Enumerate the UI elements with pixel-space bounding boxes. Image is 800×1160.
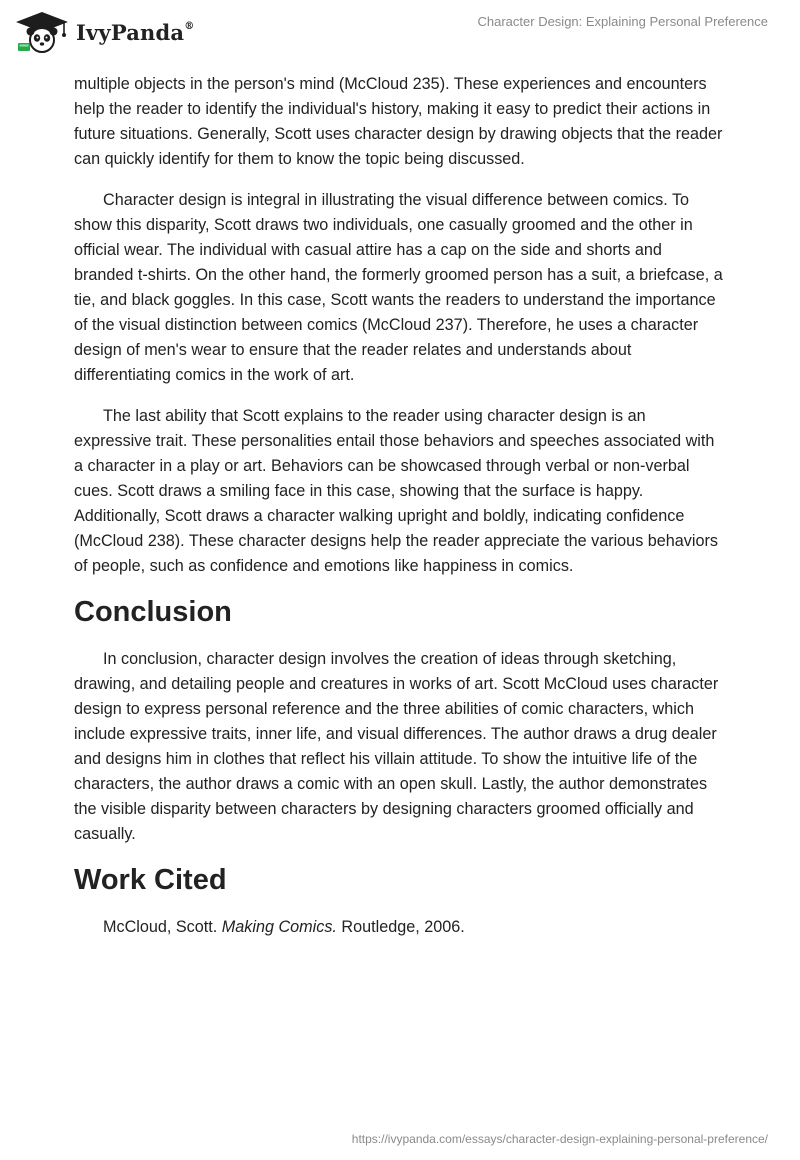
page-header	[0, 0, 800, 70]
works-cited-heading: Work Cited	[74, 864, 227, 896]
citation-author: McCloud, Scott.	[103, 918, 218, 936]
brand-name: IvyPanda®	[76, 19, 195, 45]
document-title: Character Design: Explaining Personal Preference	[477, 14, 768, 29]
citation-entry	[74, 915, 724, 940]
brand-logo[interactable]	[14, 10, 194, 54]
citation-publisher: Routledge, 2006.	[341, 918, 465, 936]
source-url[interactable]: https://ivypanda.com/essays/character-design-explaining-personal-preference/	[351, 1132, 768, 1146]
panda-graduate-icon	[14, 10, 70, 54]
citation-title: Making Comics.	[221, 918, 337, 936]
paragraph-continuation: multiple objects in the person's mind (McCloud 235). These experiences and encounters help the reader to identify the individual's history, making it easy to predict their actions in future situations. Generally, Scott uses character design by drawing objects that the reader can quickly identify for them to know the topic being discussed.	[74, 75, 723, 168]
paragraph-visual-difference: Character design is integral in illustrating the visual difference between comics. To show this disparity, Scott draws two individuals, one casually groomed and the other in official wear. The individual with casual attire has a cap on the side and shorts and branded t-shirts. On the other hand, the formerly groomed person has a suit, a briefcase, a tie, and black goggles. In this case, Scott wants the readers to understand the importance of the visual distinction between comics (McCloud 237). Therefore, he uses a character design of men's wear to ensure that the reader relates and understands about differentiating comics in the work of art.	[74, 191, 723, 384]
essay-content	[74, 72, 724, 956]
conclusion-paragraph: In conclusion, character design involves the creation of ideas through sketching, drawing, and detailing people and creatures in works of art. Scott McCloud uses character design to express personal reference and the three abilities of comic characters, which include expressive traits, inner life, and visual differences. The author draws a drug dealer and designs him in clothes that reflect his villain attitude. To show the intuitive life of the characters, the author draws a comic with an open skull. Lastly, the author demonstrates the visible disparity between characters by designing characters groomed officially and casually.	[74, 650, 719, 843]
conclusion-heading: Conclusion	[74, 596, 232, 628]
paragraph-expressive-trait: The last ability that Scott explains to the reader using character design is an expressive trait. These personalities entail those behaviors and speeches associated with a character in a play or art. Behaviors can be showcased through verbal or non-verbal cues. Scott draws a smiling face in this case, showing that the surface is happy. Additionally, Scott draws a character walking upright and boldly, indicating confidence (McCloud 238). These character designs help the reader appreciate the various behaviors of people, such as confidence and emotions like happiness in comics.	[74, 407, 718, 575]
